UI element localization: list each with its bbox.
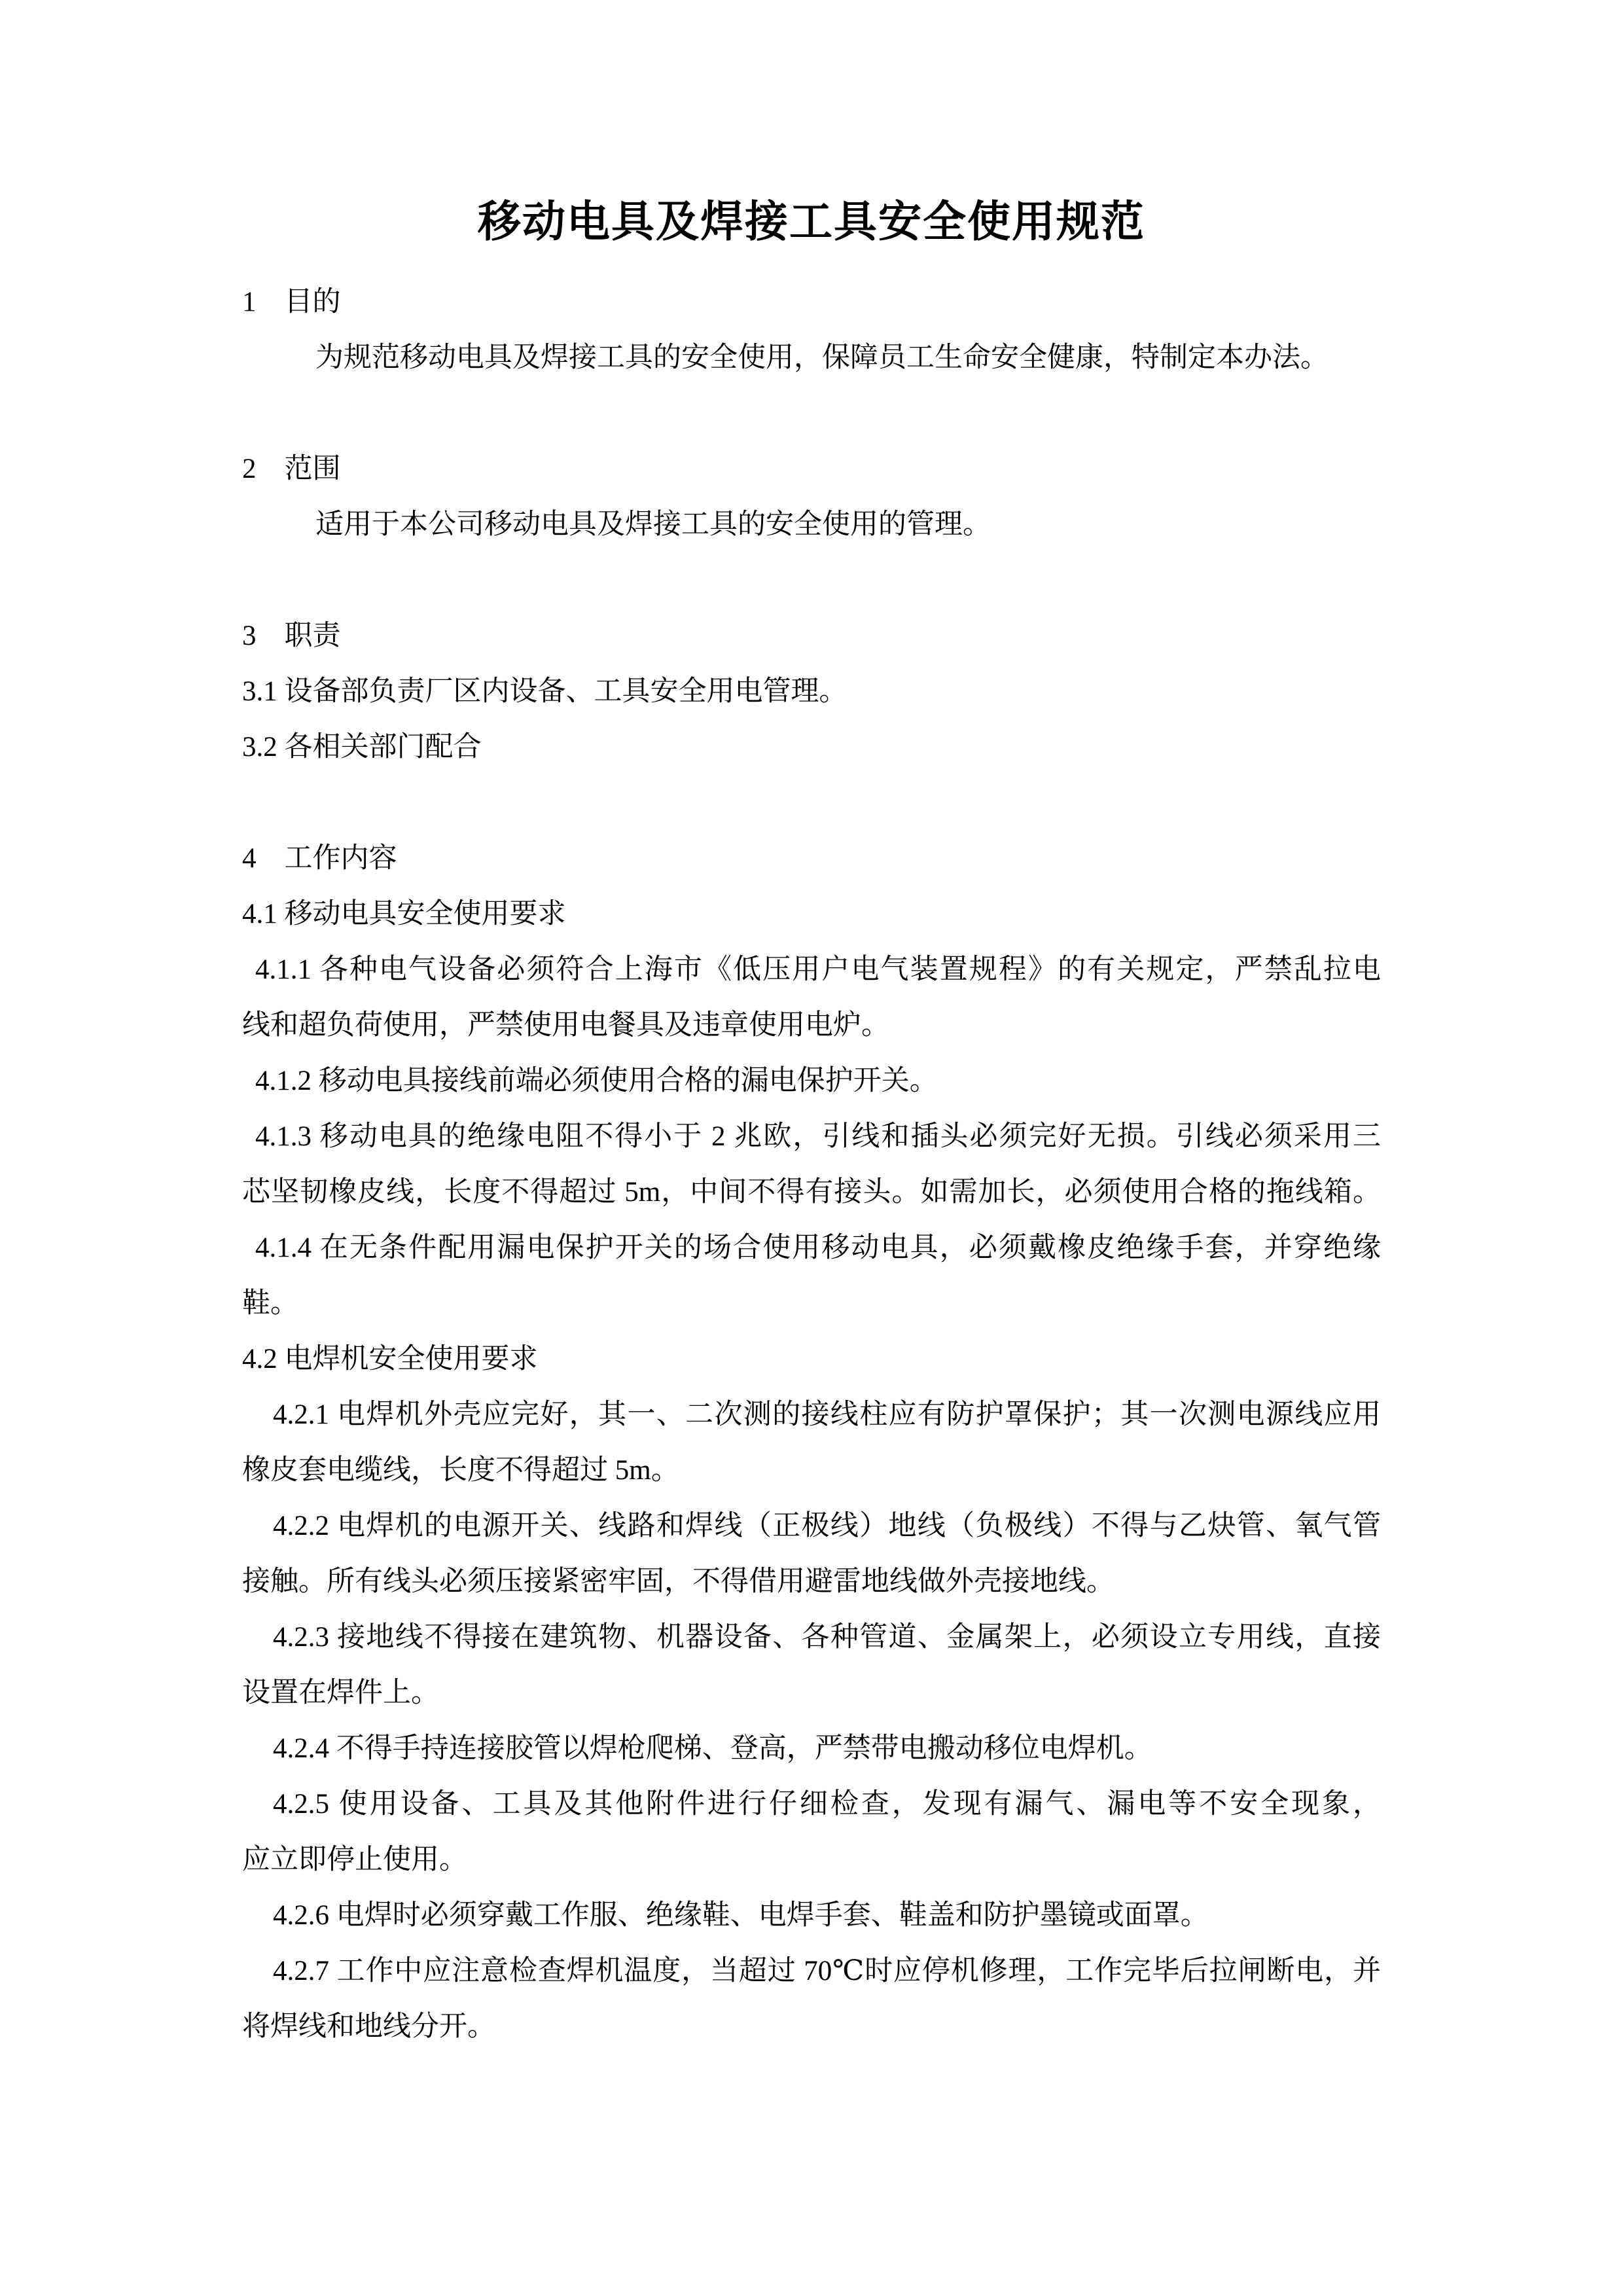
paragraph-line: 4.1.2 移动电具接线前端必须使用合格的漏电保护开关。 xyxy=(255,1066,938,1096)
blank-line xyxy=(242,386,1381,441)
paragraph-line: 4.1.3 移动电具的绝缘电阻不得小于 2 兆欧，引线和插头必须完好无损。引线必须采用三 xyxy=(255,1121,1381,1152)
paragraph-line: 4.2.6 电焊时必须穿戴工作服、绝缘鞋、电焊手套、鞋盖和防护墨镜或面罩。 xyxy=(273,1900,1209,1931)
section-heading-line: 2 范围 xyxy=(242,454,341,484)
paragraph-line: 鞋。 xyxy=(242,1288,298,1319)
paragraph-line: 4.1.4 在无条件配用漏电保护开关的场合使用移动电具，必须戴橡皮绝缘手套，并穿绝缘 xyxy=(255,1232,1381,1263)
paragraph-line: 3.2 各相关部门配合 xyxy=(242,732,482,762)
paragraph-line: 4.2.1 电焊机外壳应完好，其一、二次测的接线柱应有防护罩保护；其一次测电源线应用 xyxy=(273,1399,1381,1430)
section-heading-line: 3 职责 xyxy=(242,620,341,651)
section-heading-line: 1 目的 xyxy=(242,287,341,317)
paragraph-line: 4.1 移动电具安全使用要求 xyxy=(242,899,566,929)
paragraph-line: 将焊线和地线分开。 xyxy=(242,2011,495,2042)
document-body xyxy=(242,274,1381,2054)
paragraph-line: 4.2.5 使用设备、工具及其他附件进行仔细检查，发现有漏气、漏电等不安全现象， xyxy=(273,1789,1381,1820)
section-heading-line: 4 工作内容 xyxy=(242,843,397,874)
paragraph-line: 线和超负荷使用，严禁使用电餐具及违章使用电炉。 xyxy=(242,1010,889,1041)
paragraph-line: 4.2.4 不得手持连接胶管以焊枪爬梯、登高，严禁带电搬动移位电焊机。 xyxy=(273,1733,1152,1764)
paragraph-line: 适用于本公司移动电具及焊接工具的安全使用的管理。 xyxy=(315,509,991,540)
paragraph-line: 4.2 电焊机安全使用要求 xyxy=(242,1344,538,1374)
paragraph-line: 4.1.1 各种电气设备必须符合上海市《低压用户电气装置规程》的有关规定，严禁乱拉电 xyxy=(255,954,1381,985)
paragraph-line: 3.1 设备部负责厂区内设备、工具安全用电管理。 xyxy=(242,676,847,707)
paragraph-line: 芯坚韧橡皮线，长度不得超过 5m，中间不得有接头。如需加长，必须使用合格的拖线箱。 xyxy=(242,1177,1381,1208)
blank-line xyxy=(242,552,1381,608)
paragraph-line: 4.2.3 接地线不得接在建筑物、机器设备、各种管道、金属架上，必须设立专用线，直接 xyxy=(273,1622,1381,1653)
paragraph-line: 4.2.7 工作中应注意检查焊机温度，当超过 70℃时应停机修理，工作完毕后拉闸断电，并 xyxy=(273,1956,1381,1986)
blank-line xyxy=(242,775,1381,831)
paragraph-line: 橡皮套电缆线，长度不得超过 5m。 xyxy=(242,1455,679,1486)
document-page xyxy=(242,194,1381,2054)
paragraph-line: 接触。所有线头必须压接紧密牢固，不得借用避雷地线做外壳接地线。 xyxy=(242,1566,1115,1597)
paragraph-line: 为规范移动电具及焊接工具的安全使用，保障员工生命安全健康，特制定本办法。 xyxy=(315,342,1329,373)
paragraph-line: 4.2.2 电焊机的电源开关、线路和焊线（正极线）地线（负极线）不得与乙炔管、氧气管 xyxy=(273,1511,1381,1541)
document-title: 移动电具及焊接工具安全使用规范 xyxy=(478,198,1145,246)
paragraph-line: 应立即停止使用。 xyxy=(242,1844,467,1875)
paragraph-line: 设置在焊件上。 xyxy=(242,1677,439,1708)
